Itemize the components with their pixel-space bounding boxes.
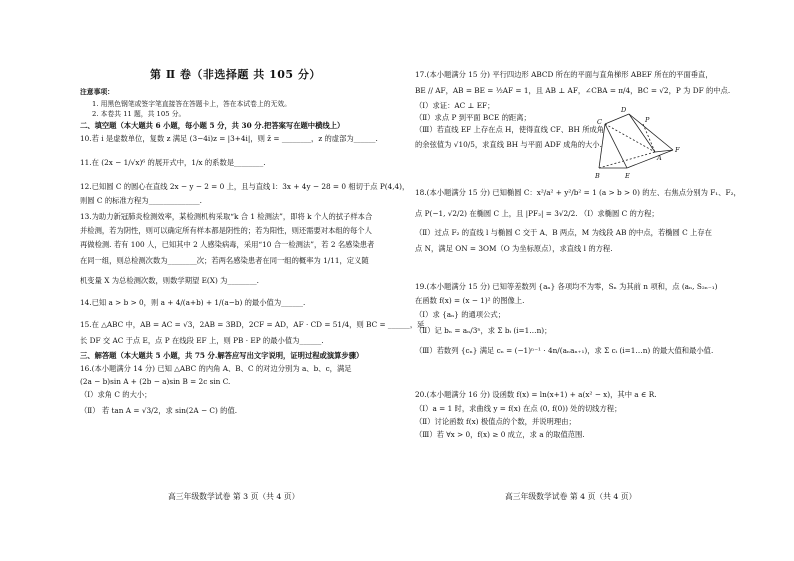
question-20-line-1: 20.(本小题满分 16 分) 设函数 f(x) = ln(x+1) + a(x² − x)，其中 a ∈ R. (415, 390, 657, 399)
question-19-line-1: 19.(本小题满分 15 分) 已知等差数列 {aₙ} 各项均不为零，Sₙ 为其前 n 项和，点 (aₙ, S₂ₙ₋₁) (415, 282, 718, 291)
question-16-part-1: （Ⅰ）求角 C 的大小； (80, 390, 152, 399)
geometry-figure (595, 102, 685, 192)
question-15-line-2: 长 DF 交 AC 于点 E，点 P 在线段 EF 上，则 PB · EP 的最小值为______. (80, 336, 324, 345)
note-1: 1. 用黑色钢笔或签字笔直接答在答题卡上，答在本试卷上的无效。 (92, 100, 291, 108)
question-17-part-2: （Ⅱ）求点 P 到平面 BCE 的距离； (415, 113, 531, 122)
question-13-line-5: 机变量 X 为总检测次数，则数学期望 E(X) 为________. (80, 276, 259, 285)
question-17-part-3b: 的余弦值为 √10/5，求直线 BH 与平面 ADF 成角的大小. (415, 140, 602, 149)
question-16-part-2: （Ⅱ） 若 tan A = √3/2，求 sin(2A − C) 的值. (80, 406, 238, 415)
question-19-line-2: 在函数 f(x) = (x − 1)² 的图像上. (415, 296, 525, 305)
question-13-line-1: 13.为助力新冠肺炎检测效率，某检测机构采取“k 合 1 检测法”，即将 k 个人的拭子样本合 (80, 212, 373, 221)
exam-page-4 (397, 0, 794, 561)
question-19-part-2: （Ⅱ）记 bₙ = aₙ/3ⁿ，求 Σ bᵢ (i=1…n)； (415, 326, 552, 335)
question-16-line-1: 16.(本小题满分 14 分) 已知 △ABC 的内角 A、B、C 的对边分别为 a、b、c，满足 (80, 364, 352, 373)
question-20-part-1: （Ⅰ）a = 1 时，求曲线 y = f(x) 在点 (0, f(0)) 处的切线方程； (415, 404, 622, 413)
question-14: 14.已知 a > b > 0，则 a + 4/(a+b) + 1/(a−b) 的最小值为______. (80, 298, 306, 307)
page-footer: 高三年级数学试卷 第 3 页（共 4 页） (168, 492, 300, 501)
fig-label-c: C (597, 118, 602, 126)
note-2: 2. 本卷共 11 题，共 105 分。 (92, 110, 186, 118)
question-18-line-3: （Ⅱ）过点 F₂ 的直线 l 与椭圆 C 交于 A、B 两点，M 为线段 AB 的中点，若椭圆 C 上存在 (415, 228, 712, 237)
question-17-line-1: 17.(本小题满分 15 分) 平行四边形 ABCD 所在的平面与直角梯形 ABEF 所在的平面垂直， (415, 70, 713, 79)
question-13-line-3: 再做检测. 若有 100 人，已知其中 2 人感染病毒，采用“10 合一检测法”，若 2 名感染患者 (80, 240, 375, 249)
question-13-line-4: 在同一组，则总检测次数为________次；若两名感染患者在同一组的概率为 1/11，定义随 (80, 256, 369, 265)
fig-label-b: B (595, 172, 600, 180)
question-18-line-2: 点 P(−1, √2/2) 在椭圆 C 上，且 |PF₂| = 3√2/2. （Ⅰ）求椭圆 C 的方程； (415, 209, 659, 218)
fig-label-d: D (621, 106, 627, 114)
question-13-line-2: 并检测，若为阴性，则可以确定所有样本都是阴性的；若为阳性，则还需要对本组的每个人 (80, 226, 372, 235)
question-17-line-2: BE // AF，AB = BE = ½AF = 1，且 AB ⊥ AF，∠CBA = π/4，BC = √2，P 为 DF 的中点. (415, 86, 731, 95)
question-20-part-2: （Ⅱ）讨论函数 f(x) 极值点的个数，并说明理由； (415, 417, 576, 426)
question-17-part-3: （Ⅲ）若直线 EF 上存在点 H，使得直线 CF、BH 所成角 (415, 125, 605, 134)
question-18-line-4: 点 N，满足 ON = 3OM（O 为坐标原点），求直线 l 的方程. (415, 244, 613, 253)
question-18-line-1: 18.(本小题满分 15 分) 已知椭圆 C：x²/a² + y²/b² = 1 (a > b > 0) 的左、右焦点分别为 F₁、F₂， (415, 188, 741, 197)
question-16-line-2: (2a − b)sin A + (2b − a)sin B = 2c sin C. (80, 377, 231, 386)
question-19-part-3: （Ⅲ）若数列 {cₙ} 满足 cₙ = (−1)ⁿ⁻¹ · 4n/(aₙaₙ₊₁)，求 Σ cᵢ (i=1…n) 的最大值和最小值. (415, 346, 714, 355)
notes-heading: 注意事项： (80, 88, 114, 96)
section-title: 第 Ⅱ 卷（非选择题 共 105 分） (150, 68, 321, 81)
fig-label-f: F (675, 146, 680, 154)
section-heading-fill-in: 二、填空题（本大题共 6 小题，每小题 5 分，共 30 分.把答案写在题中横线上） (80, 121, 345, 130)
question-19-part-1: （Ⅰ）求 {aₙ} 的通项公式； (415, 310, 505, 319)
question-12-line-2: 则圆 C 的标准方程为______________. (80, 196, 202, 205)
question-15-line-1: 15.在 △ABC 中，AB = AC = √3，2AB = 3BD，2CF = AD，AF · CD = 51/4，则 BC = ______，延 (80, 320, 425, 329)
question-20-part-3: （Ⅲ）若 ∀x > 0，f(x) ≥ 0 成立，求 a 的取值范围. (415, 430, 585, 439)
question-10: 10.若 i 是虚数单位，复数 z 满足 (3−4i)z = |3+4i|，则 z̄ = ________，z 的虚部为______. (80, 134, 378, 143)
fig-label-a: A (657, 154, 662, 162)
question-11: 11.在 (2x − 1/√x)⁶ 的展开式中，1/x 的系数是________. (80, 158, 266, 167)
fig-label-p: P (645, 116, 650, 124)
question-12-line-1: 12.已知圆 C 的圆心在直线 2x − y − 2 = 0 上，且与直线 l：3x + 4y − 28 = 0 相切于点 P(4,4)， (80, 182, 410, 191)
page-footer: 高三年级数学试卷 第 4 页（共 4 页） (505, 492, 637, 501)
question-17-part-1: （Ⅰ）求证：AC ⊥ EF； (415, 101, 495, 110)
fig-label-e: E (625, 172, 630, 180)
section-heading-solutions: 三、解答题（本大题共 5 小题，共 75 分.解答应写出文字说明，证明过程或演算步骤） (80, 351, 364, 360)
